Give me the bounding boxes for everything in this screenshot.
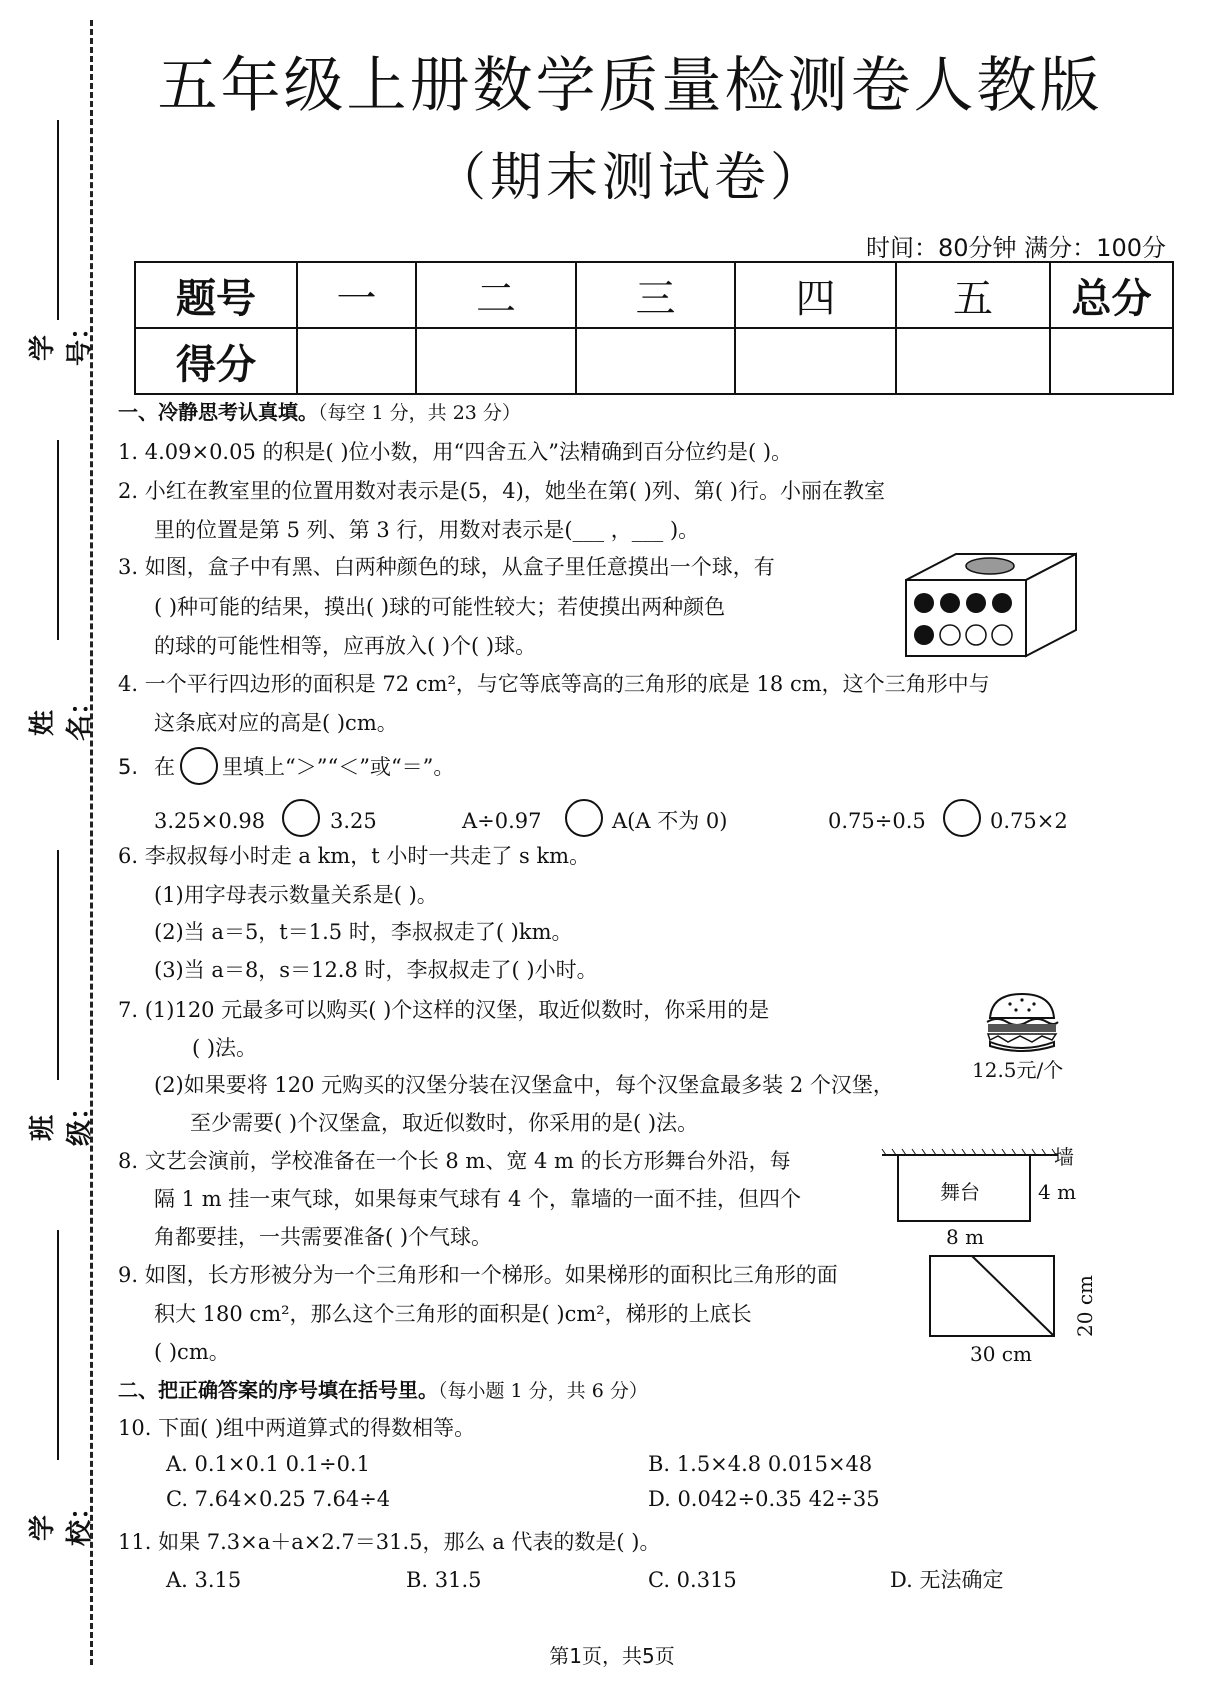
section-1-note: （每空 1 分，共 23 分） — [318, 402, 521, 424]
question-5-post: 里填上“＞”“＜”或“＝”。 — [222, 755, 455, 779]
q10-option-b[interactable]: B. 1.5×4.8 0.015×48 — [648, 1452, 873, 1476]
score-header-cell: 五 — [896, 262, 1050, 328]
page-footer: 第1页，共5页 — [549, 1644, 675, 1668]
compare-circle-icon — [180, 747, 218, 785]
student-id-label: 学号： — [28, 313, 95, 366]
rect-height-label: 20 cm — [1072, 1275, 1097, 1337]
stage-label: 舞台 — [940, 1180, 980, 1204]
q5-b-left: A÷0.97 — [462, 809, 542, 833]
score-cell[interactable] — [576, 328, 735, 394]
question-5-number: 5. — [118, 755, 139, 779]
q11-option-b[interactable]: B. 31.5 — [406, 1568, 482, 1592]
q11-option-a[interactable]: A. 3.15 — [166, 1568, 242, 1592]
question-2-line-2: 里的位置是第 5 列、第 3 行，用数对表示是(___ ，___ )。 — [154, 518, 700, 542]
score-header-cell: 一 — [297, 262, 416, 328]
stage-length-label: 8 m — [946, 1225, 985, 1249]
question-7-line-1: 7. (1)120 元最多可以购买( )个这样的汉堡，取近似数时，你采用的是 — [118, 998, 770, 1022]
q11-option-c[interactable]: C. 0.315 — [648, 1568, 737, 1592]
score-cell[interactable] — [896, 328, 1050, 394]
question-8-line-2: 隔 1 m 挂一束气球，如果每束气球有 4 个，靠墙的一面不挂，但四个 — [154, 1187, 802, 1211]
question-9-line-3: ( )cm。 — [154, 1340, 230, 1364]
score-header-cell: 题号 — [135, 262, 297, 328]
wall-label: 墙 — [1054, 1145, 1074, 1169]
score-cell[interactable] — [297, 328, 416, 394]
score-row-label: 得分 — [135, 328, 297, 394]
score-table-header-row — [135, 262, 1173, 328]
q5-b-right: A(A 不为 0) — [612, 809, 728, 833]
section-1-heading — [118, 402, 521, 423]
score-cell[interactable] — [735, 328, 896, 394]
page-title: 五年级上册数学质量检测卷人教版 — [157, 51, 1103, 121]
rectangle-figure — [928, 1254, 1058, 1340]
question-7-line-4: 至少需要( )个汉堡盒，取近似数时，你采用的是( )法。 — [190, 1111, 699, 1135]
exam-meta: 时间：80分钟 满分：100分 — [866, 234, 1166, 262]
page-subtitle: （期末测试卷） — [433, 148, 826, 208]
question-3-line-1: 3. 如图，盒子中有黑、白两种颜色的球，从盒子里任意摸出一个球，有 — [118, 555, 775, 579]
score-cell[interactable] — [416, 328, 576, 394]
q10-option-c[interactable]: C. 7.64×0.25 7.64÷4 — [166, 1487, 391, 1511]
question-2-line-1: 2. 小红在教室里的位置用数对表示是(5，4)，她坐在第( )列、第( )行。小丽在教室 — [118, 479, 885, 503]
q10-option-d[interactable]: D. 0.042÷0.35 42÷35 — [648, 1487, 880, 1511]
school-line — [57, 1230, 59, 1460]
question-4-line-2: 这条底对应的高是( )cm。 — [154, 711, 398, 735]
question-3-line-3: 的球的可能性相等，应再放入( )个( )球。 — [154, 634, 537, 658]
q10-option-a[interactable]: A. 0.1×0.1 0.1÷0.1 — [166, 1452, 370, 1476]
score-cell[interactable] — [1050, 328, 1173, 394]
hamburger-price: 12.5元/个 — [972, 1058, 1064, 1082]
score-table-score-row — [135, 328, 1173, 394]
school-label: 学校： — [28, 1493, 95, 1546]
binding-dashed-line — [90, 20, 93, 1665]
student-id-line — [57, 120, 59, 320]
class-label: 班级： — [28, 1093, 95, 1146]
question-6-line-4: (3)当 a＝8，s＝12.8 时，李叔叔走了( )小时。 — [154, 958, 598, 982]
score-header-cell: 总分 — [1050, 262, 1173, 328]
question-8-line-3: 角都要挂，一共需要准备( )个气球。 — [154, 1225, 493, 1249]
section-2-note: （每小题 1 分，共 6 分） — [438, 1380, 648, 1402]
q5-b-answer-circle[interactable] — [565, 799, 603, 837]
question-3-line-2: ( )种可能的结果，摸出( )球的可能性较大；若使摸出两种颜色 — [154, 595, 726, 619]
question-6-line-2: (1)用字母表示数量关系是( )。 — [154, 883, 438, 907]
question-9-line-1: 9. 如图，长方形被分为一个三角形和一个梯形。如果梯形的面积比三角形的面 — [118, 1263, 838, 1287]
question-5-pre: 在 — [154, 755, 175, 779]
question-6-line-3: (2)当 a＝5，t＝1.5 时，李叔叔走了( )km。 — [154, 920, 573, 944]
score-header-cell: 三 — [576, 262, 735, 328]
stage-width-label: 4 m — [1038, 1180, 1077, 1204]
question-8-line-1: 8. 文艺会演前，学校准备在一个长 8 m、宽 4 m 的长方形舞台外沿，每 — [118, 1149, 791, 1173]
name-label: 姓名： — [28, 688, 95, 741]
name-line — [57, 440, 59, 640]
score-table — [134, 261, 1174, 395]
section-1-title: 一、冷静思考认真填。 — [118, 400, 318, 424]
question-6-line-1: 6. 李叔叔每小时走 a km，t 小时一共走了 s km。 — [118, 844, 591, 868]
question-10-stem: 10. 下面( )组中两道算式的得数相等。 — [118, 1416, 476, 1440]
ball-box-figure — [902, 550, 1082, 660]
q5-a-right: 3.25 — [330, 809, 377, 833]
question-11-stem: 11. 如果 7.3×a＋a×2.7＝31.5，那么 a 代表的数是( )。 — [118, 1530, 661, 1554]
question-1: 1. 4.09×0.05 的积是( )位小数，用“四舍五入”法精确到百分位约是( )。 — [118, 440, 793, 464]
q5-c-left: 0.75÷0.5 — [828, 809, 926, 833]
section-2-heading — [118, 1380, 648, 1401]
rect-length-label: 30 cm — [970, 1342, 1032, 1366]
hamburger-icon — [982, 990, 1062, 1052]
question-7-line-2: ( )法。 — [192, 1036, 258, 1060]
section-2-title: 二、把正确答案的序号填在括号里。 — [118, 1378, 438, 1402]
question-9-line-2: 积大 180 cm²，那么这个三角形的面积是( )cm²，梯形的上底长 — [154, 1302, 752, 1326]
question-7-line-3: (2)如果要将 120 元购买的汉堡分装在汉堡盒中，每个汉堡盒最多装 2 个汉堡， — [154, 1073, 894, 1097]
score-header-cell: 二 — [416, 262, 576, 328]
class-line — [57, 850, 59, 1080]
q11-option-d[interactable]: D. 无法确定 — [890, 1568, 1004, 1592]
q5-a-answer-circle[interactable] — [282, 799, 320, 837]
q5-c-right: 0.75×2 — [990, 809, 1068, 833]
question-4-line-1: 4. 一个平行四边形的面积是 72 cm²，与它等底等高的三角形的底是 18 cm，这个三角形中与 — [118, 672, 990, 696]
q5-c-answer-circle[interactable] — [943, 799, 981, 837]
q5-a-left: 3.25×0.98 — [154, 809, 266, 833]
score-header-cell: 四 — [735, 262, 896, 328]
